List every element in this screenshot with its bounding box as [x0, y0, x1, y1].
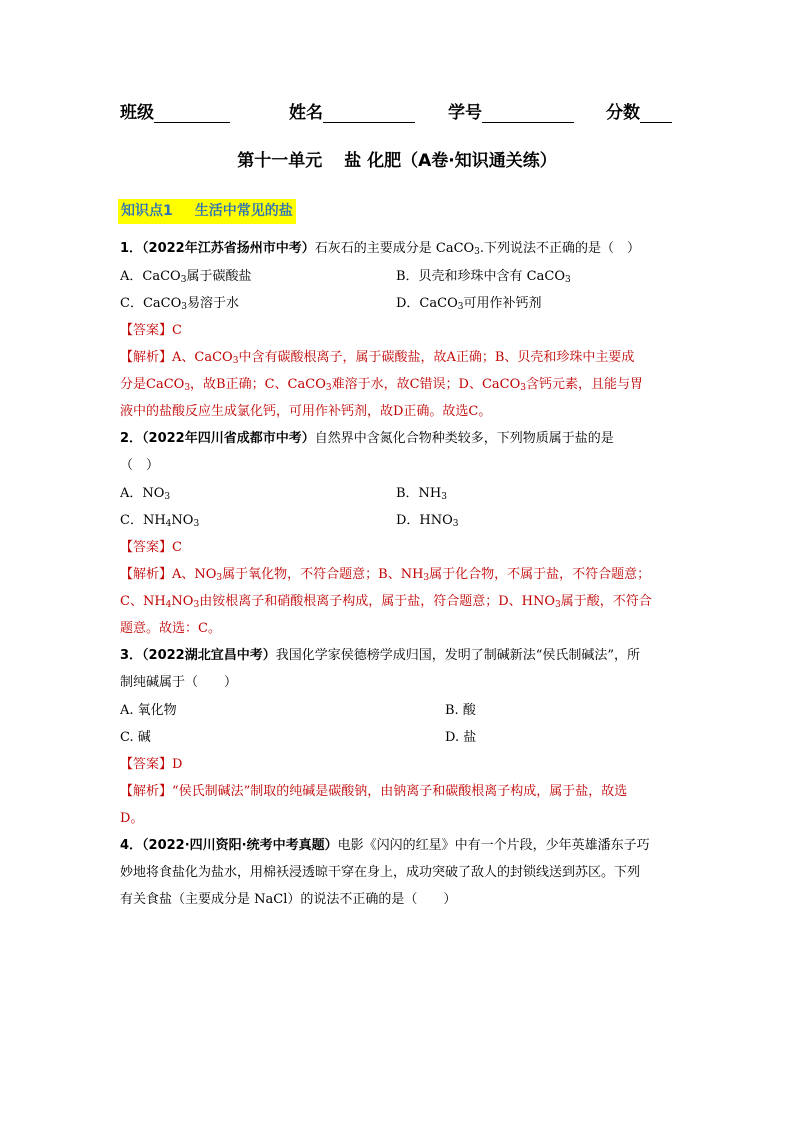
q4-stem: 4．（2022·四川资阳·统考中考真题）电影《闪闪的红星》中有一个片段，少年英雄潘东子巧 [120, 838, 650, 853]
q3-option-a: A. 氧化物 [120, 703, 177, 718]
q1-option-a: A．CaCO$_3$属于碳酸盐 [120, 269, 252, 285]
id-blank [482, 104, 574, 123]
q3-stem: 3．（2022湖北宜昌中考）我国化学家侯德榜学成归国，发明了制碱新法“侯氏制碱法”，所 [120, 648, 641, 663]
q3-answer: 【答案】D [120, 757, 183, 772]
q3-option-d: D. 盐 [445, 730, 477, 745]
knowledge-point-heading: 知识点1 生活中常见的盐 [118, 199, 296, 224]
q4-stem-3: 有关食盐（主要成分是 NaCl）的说法不正确的是（ ） [120, 892, 457, 907]
q2-paren: （ ） [120, 458, 160, 473]
q3-explanation-1: 【解析】“侯氏制碱法”制取的纯碱是碳酸钠，由钠离子和碳酸根离子构成，属于盐，故选 [120, 784, 628, 799]
id-field: 学号 [448, 98, 574, 123]
q2-option-b: B．$NH_3$ [396, 486, 447, 502]
q4-stem-2: 妙地将食盐化为盐水，用棉袄浸透晾干穿在身上，成功突破了敌人的封锁线送到苏区。下列 [120, 865, 641, 880]
q3-option-c: C. 碱 [120, 730, 151, 745]
class-field: 班级 [120, 98, 230, 123]
q1-explanation-3: 液中的盐酸反应生成氯化钙，可用作补钙剂，故D正确。故选C。 [120, 404, 492, 419]
q1-explanation-2: 分是CaCO$_3$，故B正确；C、CaCO$_3$难溶于水，故C错误；D、CaCO$_3$含钙元素，且能与胃 [120, 377, 644, 393]
q2-option-a: A．$NO_3$ [120, 486, 171, 502]
q3-explanation-2: D。 [120, 811, 144, 826]
q2-stem: 2．（2022年四川省成都市中考）自然界中含氮化合物种类较多，下列物质属于盐的是 [120, 431, 614, 446]
q2-answer: 【答案】C [120, 540, 182, 555]
name-blank [323, 104, 415, 123]
q1-explanation-1: 【解析】A、CaCO$_3$中含有碳酸根离子，属于碳酸盐，故A正确；B、贝壳和珍珠中主要成 [120, 350, 635, 366]
q1-option-b: B．贝壳和珍珠中含有 CaCO$_3$ [396, 269, 571, 285]
q1-option-d: D．CaCO$_3$可用作补钙剂 [396, 296, 542, 312]
q2-explanation-1: 【解析】A、$NO_3$属于氧化物，不符合题意；B、$NH_3$属于化合物，不属于盐，不符合题意； [120, 567, 651, 583]
q1-option-c: C．CaCO$_3$易溶于水 [120, 296, 239, 312]
q1-stem: 1．（2022年江苏省扬州市中考）石灰石的主要成分是 CaCO$_3$.下列说法不正确的是（ ） [120, 241, 641, 257]
score-field: 分数 [606, 98, 672, 123]
q1-answer: 【答案】C [120, 323, 182, 338]
class-blank [154, 104, 230, 123]
q3-option-b: B. 酸 [445, 703, 476, 718]
q2-explanation-2: C、$NH_4NO_3$由铵根离子和硝酸根离子构成，属于盐，符合题意；D、$HNO_3$属于酸，不符合 [120, 594, 652, 610]
student-info-row [120, 98, 680, 124]
score-blank [640, 104, 672, 123]
name-field: 姓名 [289, 98, 415, 123]
q2-explanation-3: 题意。故选：C。 [120, 621, 221, 636]
page-title: 第十一单元 盐 化肥（A卷·知识通关练） [237, 151, 557, 171]
q3-stem-2: 制纯碱属于（ ） [120, 675, 238, 690]
q2-option-d: D．$HNO_3$ [396, 513, 459, 529]
q2-option-c: C．$NH_4NO_3$ [120, 513, 200, 529]
